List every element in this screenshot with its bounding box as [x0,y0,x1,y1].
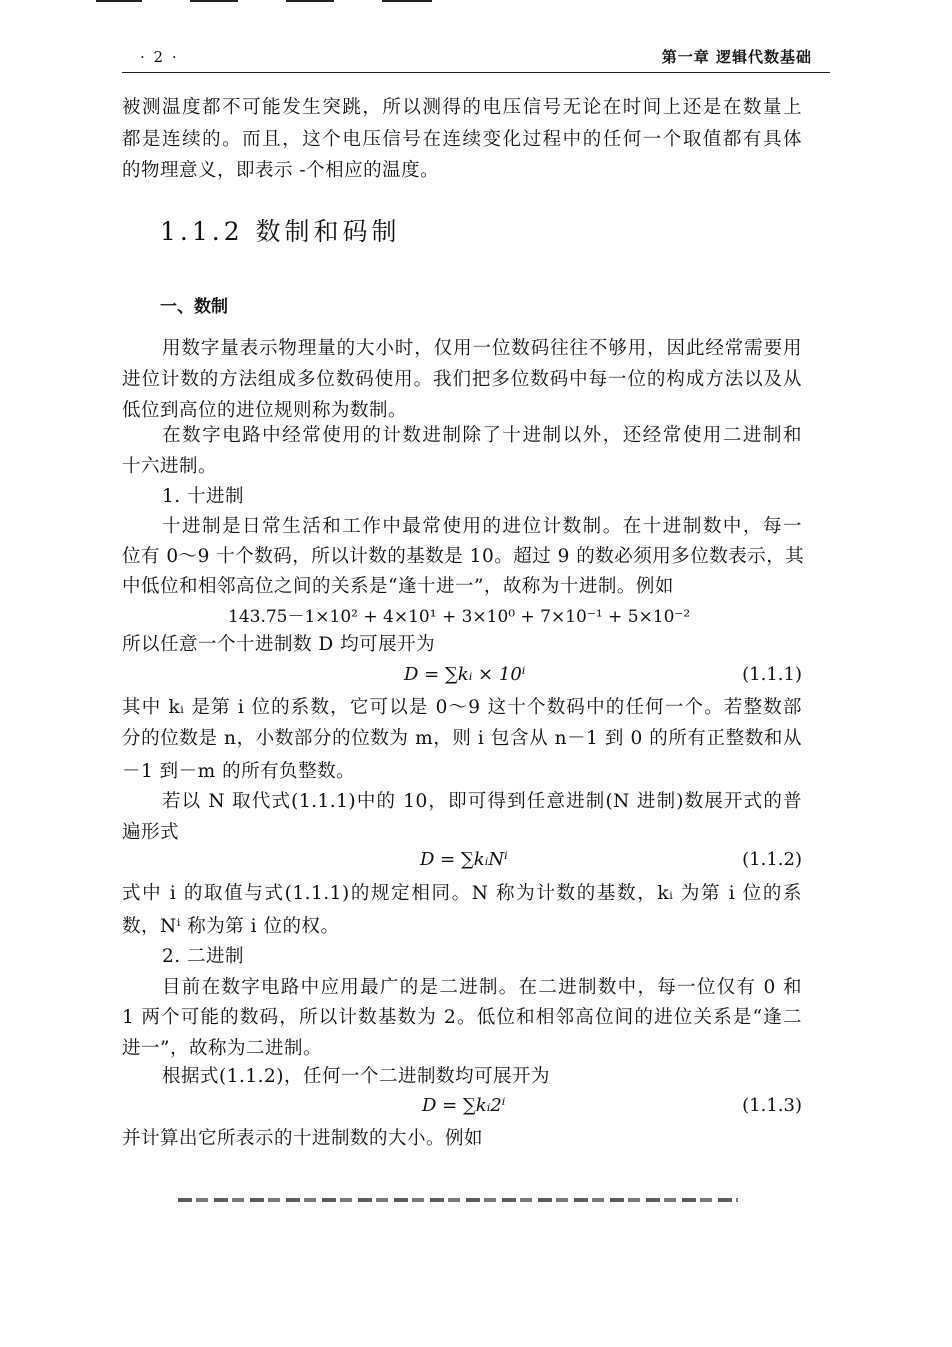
text-line: 数，Nⁱ 称为第 i 位的权。 [122,916,340,937]
text-line: 所以任意一个十进制数 D 均可展开为 [122,634,436,655]
text-line: 其中 kᵢ 是第 i 位的系数，它可以是 0～9 这十个数码中的任何一个。若整数部 [122,697,802,718]
text-line: －1 到－m 的所有负整数。 [122,761,356,782]
text-line: 用数字量表示物理量的大小时，仅用一位数码往往不够用，因此经常需要用 [162,338,802,359]
item-heading: 2. 二进制 [162,946,245,967]
equation-number: (1.1.3) [742,1095,802,1116]
text-line: 遍形式 [122,822,180,843]
item-heading: 1. 十进制 [162,486,245,507]
scan-top-marks [0,0,952,6]
text-line: 若以 N 取代式(1.1.1)中的 10，即可得到任意进制(N 进制)数展开式的普 [162,791,802,812]
text-line: 被测温度都不可能发生突跳，所以测得的电压信号无论在时间上还是在数量上 [122,97,802,118]
text-line: 分的位数是 n，小数部分的位数为 m，则 i 包含从 n－1 到 0 的所有正整数和从 [122,728,802,749]
text-line: 在数字电路中经常使用的计数进制除了十进制以外，还经常使用二进制和 [162,425,802,446]
formula-1-1-3: D = ∑kᵢ2ⁱ [422,1095,506,1116]
text-line: 进位计数的方法组成多位数码使用。我们把多位数码中每一位的构成方法以及从 [122,369,802,390]
page-number: · 2 · [140,48,179,66]
text-line: 中低位和相邻高位之间的关系是“逢十进一”，故称为十进制。例如 [122,576,674,597]
formula-1-1-2: D = ∑kᵢNⁱ [420,849,508,870]
equation-number: (1.1.2) [742,849,802,870]
equation-number: (1.1.1) [742,664,802,685]
formula-1-1-1: D = ∑kᵢ × 10ⁱ [404,664,526,685]
text-line: 1 两个可能的数码，所以计数基数为 2。低位和相邻高位间的进位关系是“逢二 [122,1007,802,1028]
text-line: 十进制是日常生活和工作中最常使用的进位计数制。在十进制数中，每一 [162,516,802,537]
text-line: 式中 i 的取值与式(1.1.1)的规定相同。N 称为计数的基数，kᵢ 为第 i 位的系 [122,883,802,904]
text-line: 都是连续的。而且，这个电压信号在连续变化过程中的任何一个取值都有具体 [122,129,802,150]
formula-decimal-example: 143.75－1×10² + 4×10¹ + 3×10⁰ + 7×10⁻¹ + 5×10⁻² [228,607,691,627]
scan-bleed-through [178,1198,738,1202]
subsection-heading: 一、数制 [160,297,228,317]
text-line: 低位到高位的进位规则称为数制。 [122,400,408,421]
text-line: 的物理意义，即表示 -个相应的温度。 [122,160,440,181]
text-line: 位有 0～9 十个数码，所以计数的基数是 10。超过 9 的数必须用多位数表示，其 [122,546,805,567]
text-line: 目前在数字电路中应用最广的是二进制。在二进制数中，每一位仅有 0 和 [162,977,802,998]
chapter-title: 第一章 逻辑代数基础 [661,48,812,66]
section-heading: 1.1.2 数制和码制 [160,217,401,246]
text-line: 十六进制。 [122,456,218,477]
text-line: 进一”，故称为二进制。 [122,1038,322,1059]
text-line: 并计算出它所表示的十进制数的大小。例如 [122,1128,484,1149]
text-line: 根据式(1.1.2)，任何一个二进制数均可展开为 [162,1066,551,1087]
running-header [122,44,830,73]
